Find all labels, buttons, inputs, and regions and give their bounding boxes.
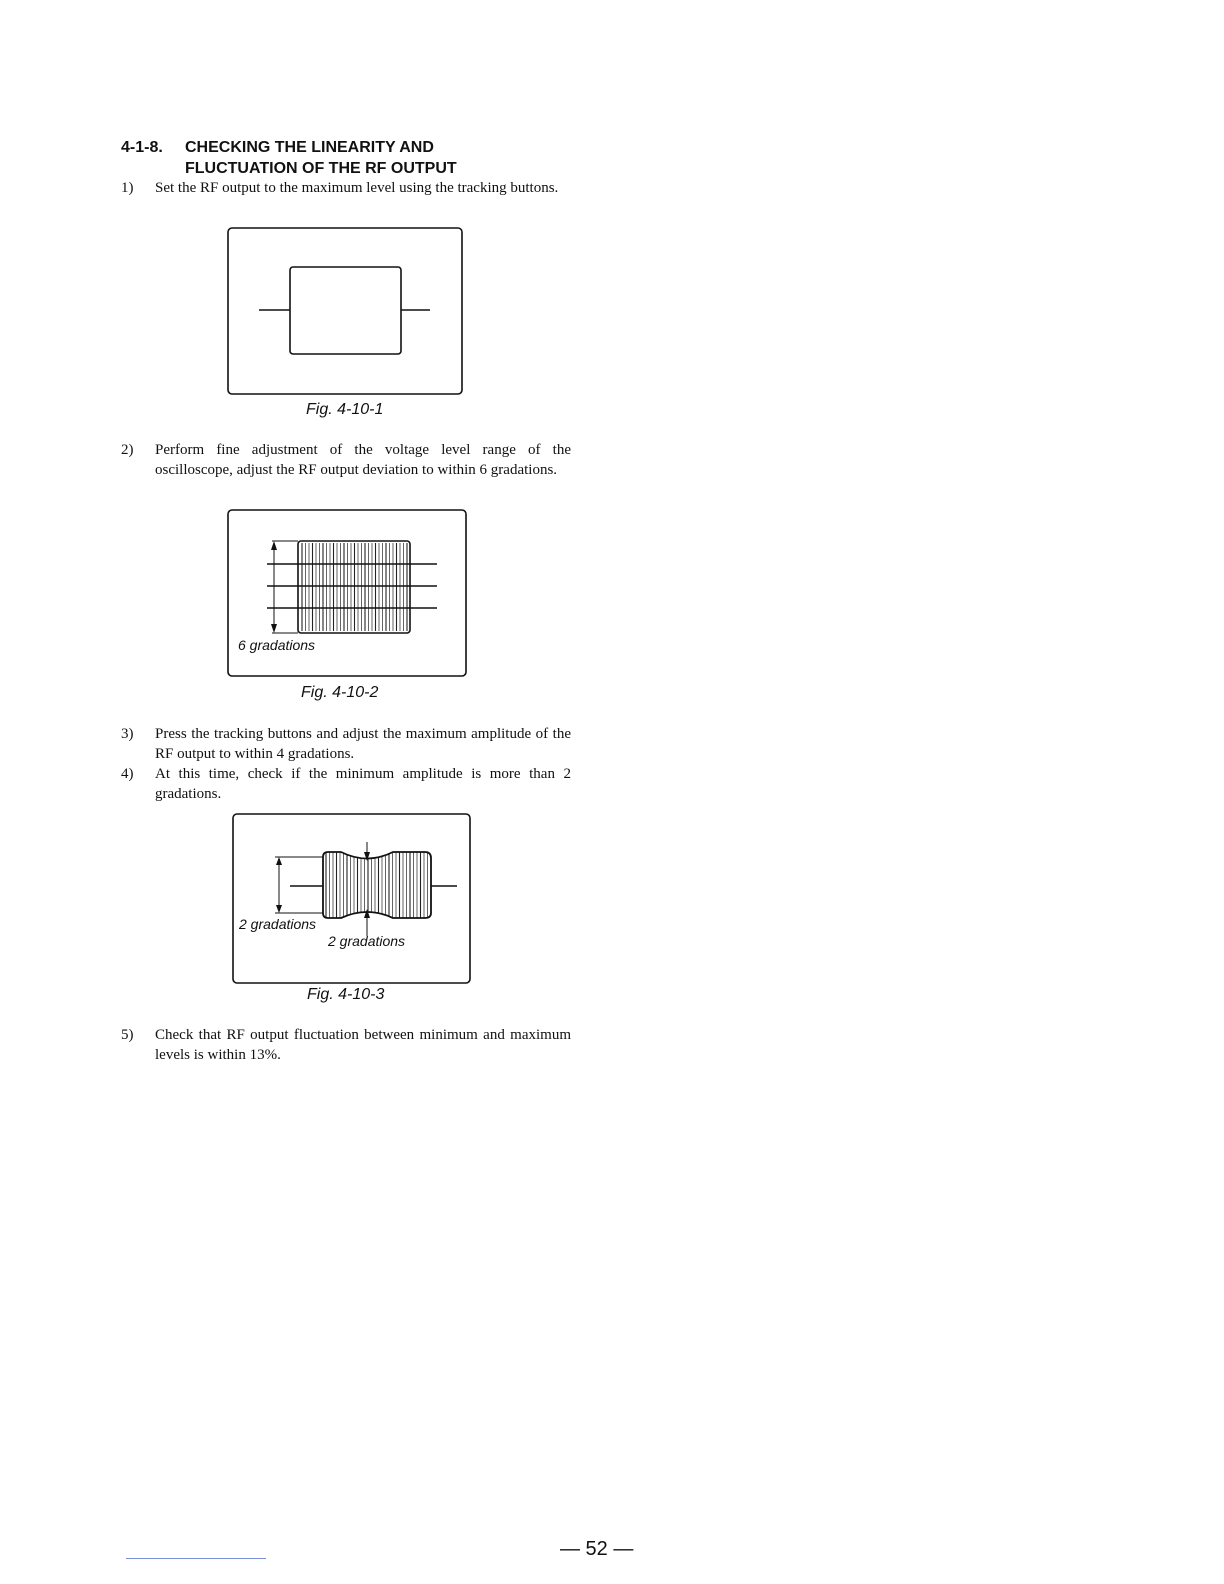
arrow-up-icon (364, 909, 370, 918)
step-2 (121, 440, 571, 480)
step-5 (121, 1025, 571, 1065)
step-4 (121, 764, 571, 804)
figure-caption-2: Fig. 4-10-2 (301, 684, 379, 701)
figure-4-10-1-diagram (226, 226, 466, 398)
step-text: Check that RF output fluctuation between minimum and maximum levels is within 13%. (155, 1027, 571, 1063)
section-title-line2: FLUCTUATION OF THE RF OUTPUT (185, 160, 457, 177)
step-text: Set the RF output to the maximum level using the tracking buttons. (155, 180, 559, 196)
step-number: 4) (121, 766, 134, 782)
arrow-up-icon (271, 541, 277, 550)
section-title-line1: CHECKING THE LINEARITY AND (185, 139, 434, 156)
figure-4-10-3-diagram (231, 812, 473, 986)
scope-frame (228, 228, 462, 394)
step-number: 2) (121, 442, 134, 458)
section-number: 4-1-8. (121, 139, 163, 156)
footer-rule (126, 1558, 266, 1559)
step-3 (121, 724, 571, 764)
arrow-down-icon (271, 624, 277, 633)
rf-signal-hatch (302, 543, 407, 631)
arrow-up-icon (276, 857, 282, 865)
rf-envelope (290, 267, 401, 354)
figure-caption-3: Fig. 4-10-3 (307, 986, 385, 1003)
gradations-label: 6 gradations (238, 637, 316, 653)
figure-4-10-2-diagram (226, 508, 468, 680)
page-number: — 52 — (560, 1538, 634, 1560)
gradations-label-left: 2 gradations (239, 916, 317, 932)
step-number: 1) (121, 180, 134, 196)
step-number: 5) (121, 1027, 134, 1043)
arrow-down-icon (364, 852, 370, 861)
rf-signal-hatch (326, 850, 428, 920)
arrow-down-icon (276, 905, 282, 913)
rf-envelope (323, 852, 431, 918)
step-text: At this time, check if the minimum amplitude is more than 2 gradations. (155, 766, 571, 802)
scope-frame (233, 814, 470, 983)
section-heading (121, 137, 457, 179)
step-text: Perform fine adjustment of the voltage level range of the oscilloscope, adjust the RF output deviation to within 6 gradations. (155, 442, 571, 478)
step-1 (121, 178, 571, 198)
gradations-label-center: 2 gradations (328, 933, 406, 949)
step-text: Press the tracking buttons and adjust the maximum amplitude of the RF output to within 4 gradations. (155, 726, 571, 762)
figure-caption-1: Fig. 4-10-1 (306, 401, 384, 418)
step-number: 3) (121, 726, 134, 742)
